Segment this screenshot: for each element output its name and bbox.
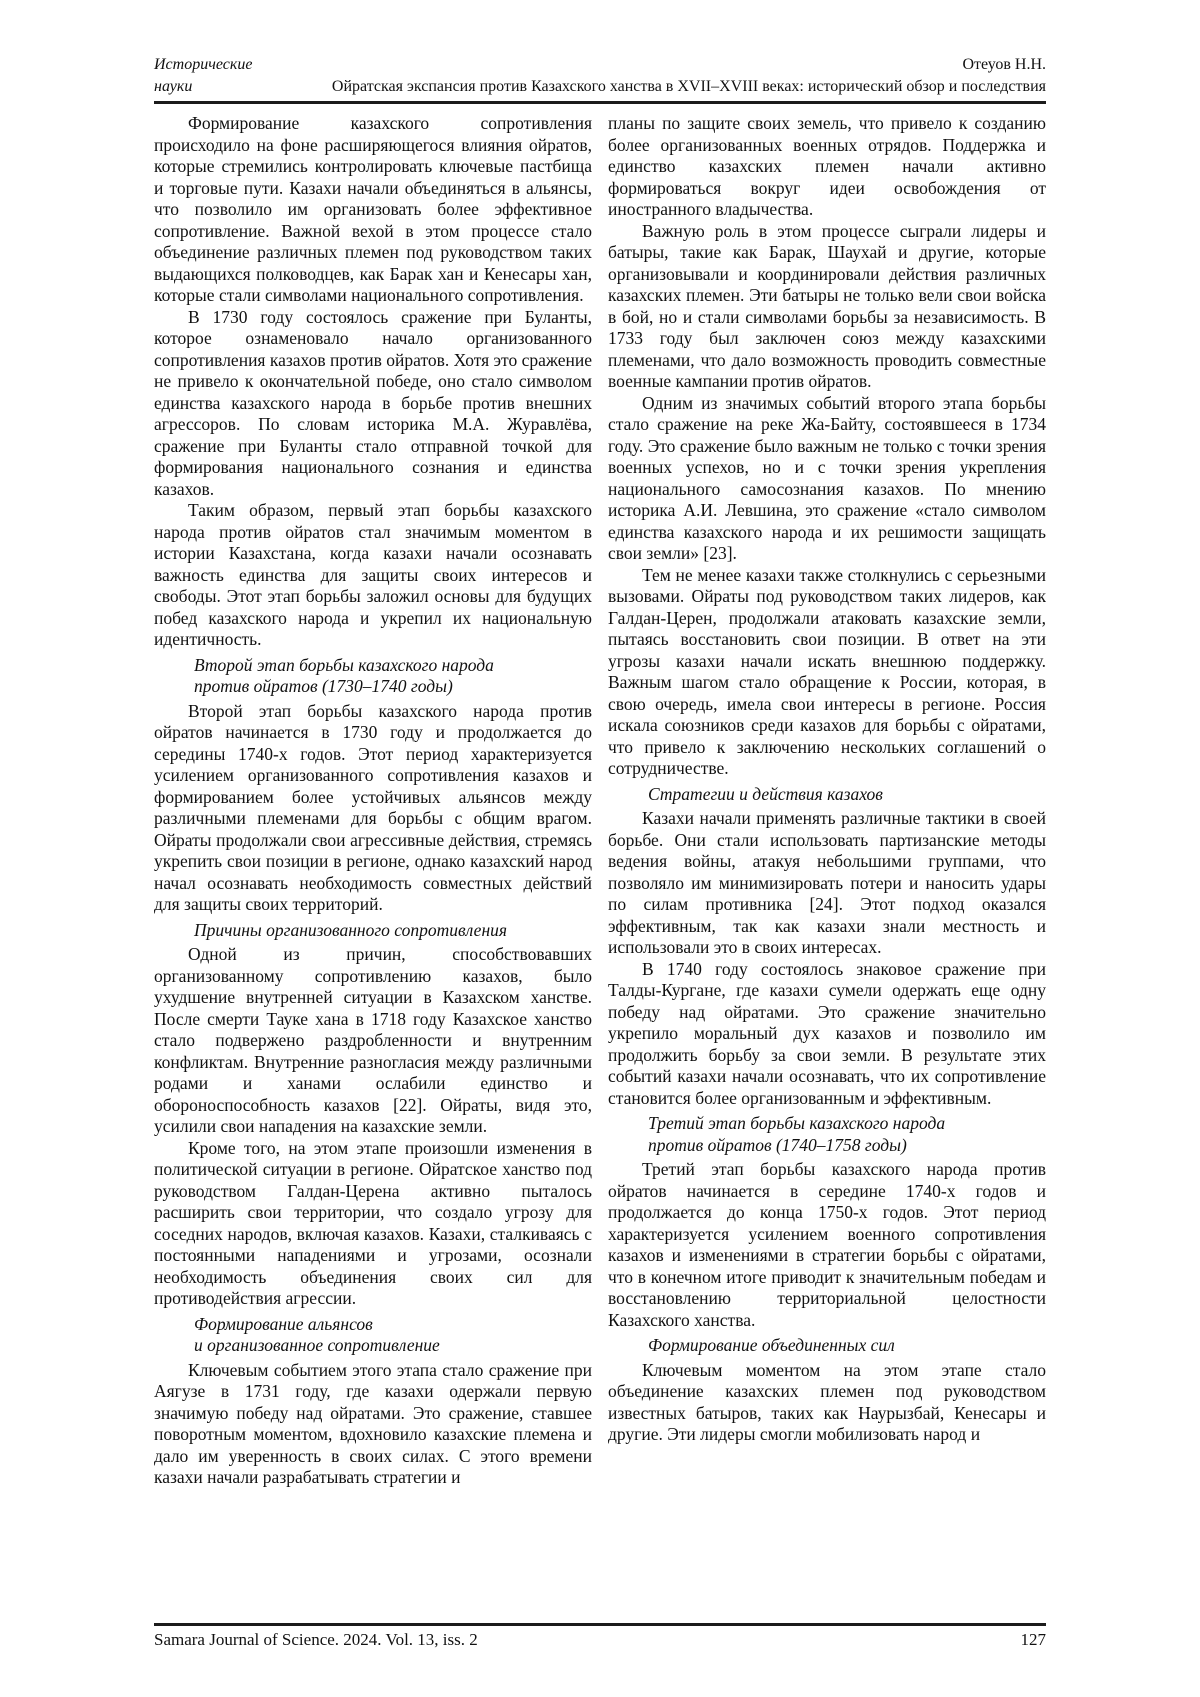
article-body xyxy=(154,113,1046,1621)
section-subheading xyxy=(154,1314,592,1357)
author-name: Отеуов Н.Н. xyxy=(962,56,1046,73)
body-paragraph: Важную роль в этом процессе сыграли лидеры и батыры, такие как Барак, Шаухай и другие, которые организовывали и координировали действия различных казахских племен. Эти батыры не только вели свои войска в бой, но и стали символами борьбы за независимость. В 1733 году был заключен союз между казахскими племенами, что дало возможность проводить совместные военные кампании против ойратов. xyxy=(608,220,1046,391)
body-paragraph: Одним из значимых событий второго этапа борьбы стало сражение на реке Жа-Байту, состоявшееся в 1734 году. Это сражение было важным не только с точки зрения военных успехов, но и с точки зрения укрепления национального самосознания казахов. По мнению историка А.И. Левшина, это сражение «стало символом единства казахского народа и их решимости защищать свои земли» [23]. xyxy=(608,392,1046,563)
journal-citation: Samara Journal of Science. 2024. Vol. 13, iss. 2 xyxy=(154,1630,478,1649)
body-paragraph: Ключевым событием этого этапа стало сражение при Аягузе в 1731 году, где казахи одержали первую значимую победу над ойратами. Это сражение, ставшее поворотным моментом, вдохновило казахские племена и дало им уверенность в своих силах. С этого времени казахи начали разрабатывать стратегии и xyxy=(154,1359,592,1487)
body-paragraph: Ключевым моментом на этом этапе стало объединение казахских племен под руководством известных батыров, таких как Наурызбай, Кенесары и другие. Эти лидеры смогли мобилизовать народ и xyxy=(608,1359,1046,1444)
subheading-line: против ойратов (1730–1740 годы) xyxy=(194,676,453,696)
subheading-line: Третий этап борьбы казахского народа xyxy=(648,1113,946,1133)
section-subheading xyxy=(154,920,592,942)
article-title: Ойратская экспансия против Казахского ханства в XVII–XVIII веках: исторический обзор и последствия xyxy=(331,78,1046,95)
body-paragraph: Второй этап борьбы казахского народа против ойратов начинается в 1730 году и продолжается до середины 1740-х годов. Этот период характеризуется усилением организованного сопротивления казахов и формированием более устойчивых альянсов между различными племенами для борьбы с общим врагом. Ойраты продолжали свои агрессивные действия, стремясь укрепить свои позиции в регионе, однако казахский народ начал осознавать необходимость совместных действий для защиты своих территорий. xyxy=(154,700,592,914)
section-subheading xyxy=(608,784,1046,806)
body-paragraph: Тем не менее казахи также столкнулись с серьезными вызовами. Ойраты под руководством таких лидеров, как Галдан-Церен, продолжали атаковать казахские земли, пытаясь восстановить свои позиции. В ответ на эти угрозы казахи начали искать внешнюю поддержку. Важным шагом стало обращение к России, которая, в свою очередь, имела свои интересы в регионе. Россия искала союзников среди казахов для борьбы с ойратами, что привело к заключению нескольких соглашений о сотрудничестве. xyxy=(608,564,1046,778)
subheading-line: Стратегии и действия казахов xyxy=(648,783,883,804)
body-paragraph: Таким образом, первый этап борьбы казахского народа против ойратов стал значимым моментом в истории Казахстана, когда казахи начали осознавать важность единства для защиты своих интересов и свободы. Этот этап борьбы заложил основы для будущих побед казахского народа и укрепил их национальную идентичность. xyxy=(154,500,592,649)
body-paragraph: Кроме того, на этом этапе произошли изменения в политической ситуации в регионе. Ойратское ханство под руководством Галдан-Церена активно пыталось расширить свои территории, что создало угрозу для соседних народов, включая казахов. Казахи, сталкиваясь с постоянными нападениями и угрозами, осознали необходимость объединения своих сил для противодействия агрессии. xyxy=(154,1137,592,1308)
column-right xyxy=(608,113,1046,1621)
body-paragraph: В 1740 году состоялось знаковое сражение при Талды-Кургане, где казахи сумели одержать еще одну победу над ойратами. Это сражение значительно укрепило моральный дух казахов и позволило им продолжить борьбу за свои земли. В результате этих событий казахи начали осознавать, что их сопротивление становится более организованным и эффективным. xyxy=(608,958,1046,1108)
page-footer xyxy=(154,1628,1046,1652)
section-subheading xyxy=(154,655,592,698)
rubric-line-1: Исторические xyxy=(154,56,253,73)
section-subheading xyxy=(608,1335,1046,1357)
body-paragraph: В 1730 году состоялось сражение при Буланты, которое ознаменовало начало организованного сопротивления казахов против ойратов. Хотя это сражение не привело к окончательной победе, оно стало символом единства казахского народа в борьбе против внешних агрессоров. По словам историка М.А. Журавлёва, сражение при Буланты стало отправной точкой для формирования национального сознания и единства казахов. xyxy=(154,306,592,499)
header-divider xyxy=(154,101,1046,104)
subheading-line: Формирование объединенных сил xyxy=(648,1335,895,1355)
footer-divider xyxy=(154,1623,1046,1626)
subheading-line: Второй этап борьбы казахского народа xyxy=(194,654,494,675)
section-subheading xyxy=(608,1113,1046,1156)
page-number: 127 xyxy=(1020,1630,1046,1649)
rubric-label xyxy=(154,54,282,98)
body-paragraph: планы по защите своих земель, что привело к созданию более организованных военных отрядов. Поддержка и единство казахских племен начали активно формироваться вокруг идеи освобождения от иностранного владычества. xyxy=(608,113,1046,219)
subheading-line: и организованное сопротивление xyxy=(194,1335,440,1355)
subheading-line: Формирование альянсов xyxy=(194,1313,373,1334)
subheading-line: Причины организованного сопротивления xyxy=(194,919,508,940)
page-header xyxy=(154,54,1046,98)
body-paragraph: Казахи начали применять различные тактики в своей борьбе. Они стали использовать партизанские методы ведения войны, атакуя небольшими группами, что позволяло им минимизировать потери и наносить удары по силам противника [24]. Этот подход оказался эффективным, так как казахи знали местность и использовали это в своих интересах. xyxy=(608,808,1046,957)
subheading-line: против ойратов (1740–1758 годы) xyxy=(648,1134,907,1155)
header-right xyxy=(282,54,1046,98)
body-paragraph: Формирование казахского сопротивления происходило на фоне расширяющегося влияния ойратов, которые стремились контролировать ключевые пастбища и торговые пути. Казахи начали объединяться в альянсы, что позволило им организовать более эффективное сопротивление. Важной вехой в этом процессе стало объединение различных племен под руководством таких выдающихся полководцев, как Барак хан и Кенесары хан, которые стали символами национального сопротивления. xyxy=(154,113,592,305)
body-paragraph: Третий этап борьбы казахского народа против ойратов начинается в середине 1740-х годов и продолжается до конца 1750-х годов. Этот период характеризуется усилением военного сопротивления казахов и изменениями в стратегии борьбы с ойратами, что в конечном итоге приводит к значительным победам и восстановлению территориальной целостности Казахского ханства. xyxy=(608,1159,1046,1330)
body-paragraph: Одной из причин, способствовавших организованному сопротивлению казахов, было ухудшение внутренней ситуации в Казахском ханстве. После смерти Тауке хана в 1718 году Казахское ханство стало подвержено раздробленности и внутренним конфликтам. Внутренние разногласия между различными родами и ханами ослабили единство и обороноспособность казахов [22]. Ойраты, видя это, усилили свои нападения на казахские земли. xyxy=(154,944,592,1136)
column-left xyxy=(154,113,592,1621)
rubric-line-2: науки xyxy=(154,78,193,95)
